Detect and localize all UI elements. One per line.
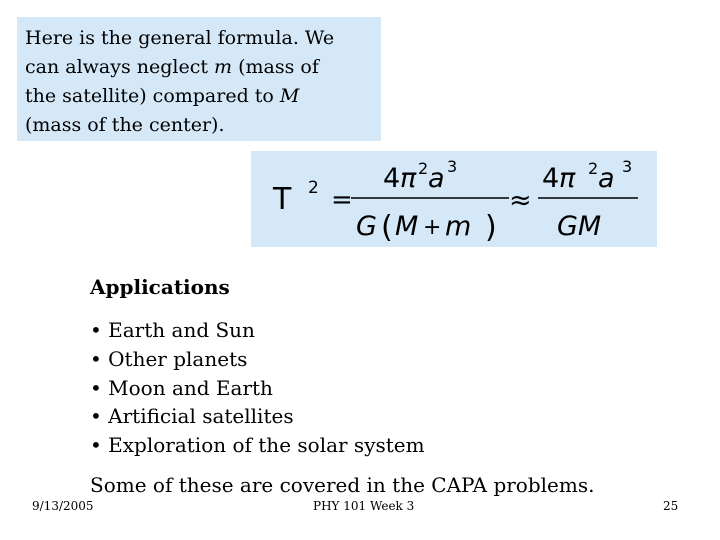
- formula-num2-pi-exponent: 2: [588, 159, 599, 178]
- kepler-formula: [251, 151, 657, 247]
- formula-num2-pi: π: [559, 163, 576, 194]
- list-item: • Artificial satellites: [90, 404, 294, 429]
- footer-date: 9/13/2005: [32, 499, 94, 513]
- note-text: the satellite) compared to: [25, 85, 280, 107]
- list-item: • Moon and Earth: [90, 375, 273, 400]
- formula-den1-m: m: [445, 211, 472, 242]
- formula-den1-close-paren: ): [485, 210, 497, 245]
- formula-num1-pi: π: [400, 163, 417, 194]
- intro-note-box: [17, 17, 381, 141]
- formula-T: T: [273, 182, 292, 217]
- variable-m: m: [214, 56, 233, 78]
- formula-num2-a: a: [598, 163, 615, 194]
- note-line-4: (mass of the center).: [25, 114, 225, 136]
- kepler-formula-box: [251, 151, 657, 247]
- formula-den2-GM: GM: [557, 211, 602, 242]
- formula-den1-M: M: [395, 211, 419, 242]
- footer-course: PHY 101 Week 3: [313, 499, 415, 513]
- applications-heading: Applications: [90, 275, 230, 299]
- list-item: • Exploration of the solar system: [90, 433, 425, 458]
- note-text: can always neglect: [25, 56, 215, 78]
- list-item: • Other planets: [90, 346, 248, 371]
- note-line-2: [25, 53, 381, 82]
- formula-num1-a: a: [428, 163, 445, 194]
- formula-approx: ≈: [509, 185, 532, 216]
- formula-equals: =: [331, 185, 353, 215]
- formula-num2-coefficient: 4: [542, 163, 560, 194]
- variable-M: M: [279, 85, 300, 107]
- formula-den1-G: G: [356, 211, 377, 242]
- applications-list: [90, 316, 425, 460]
- formula-num1-a-exponent: 3: [447, 157, 458, 176]
- formula-den1-plus: +: [423, 215, 442, 240]
- list-item: • Earth and Sun: [90, 318, 255, 342]
- formula-num1-pi-exponent: 2: [418, 159, 429, 178]
- note-line-1: Here is the general formula. We: [25, 27, 335, 49]
- note-line-3: [25, 82, 381, 111]
- formula-num1-coefficient: 4: [383, 163, 401, 194]
- formula-num2-a-exponent: 3: [622, 157, 633, 176]
- capa-note: Some of these are covered in the CAPA problems.: [90, 473, 595, 497]
- formula-den1-open-paren: (: [381, 210, 393, 245]
- note-text: (mass of: [232, 56, 319, 78]
- formula-T-exponent: 2: [308, 178, 319, 198]
- slide-number: 25: [663, 499, 679, 513]
